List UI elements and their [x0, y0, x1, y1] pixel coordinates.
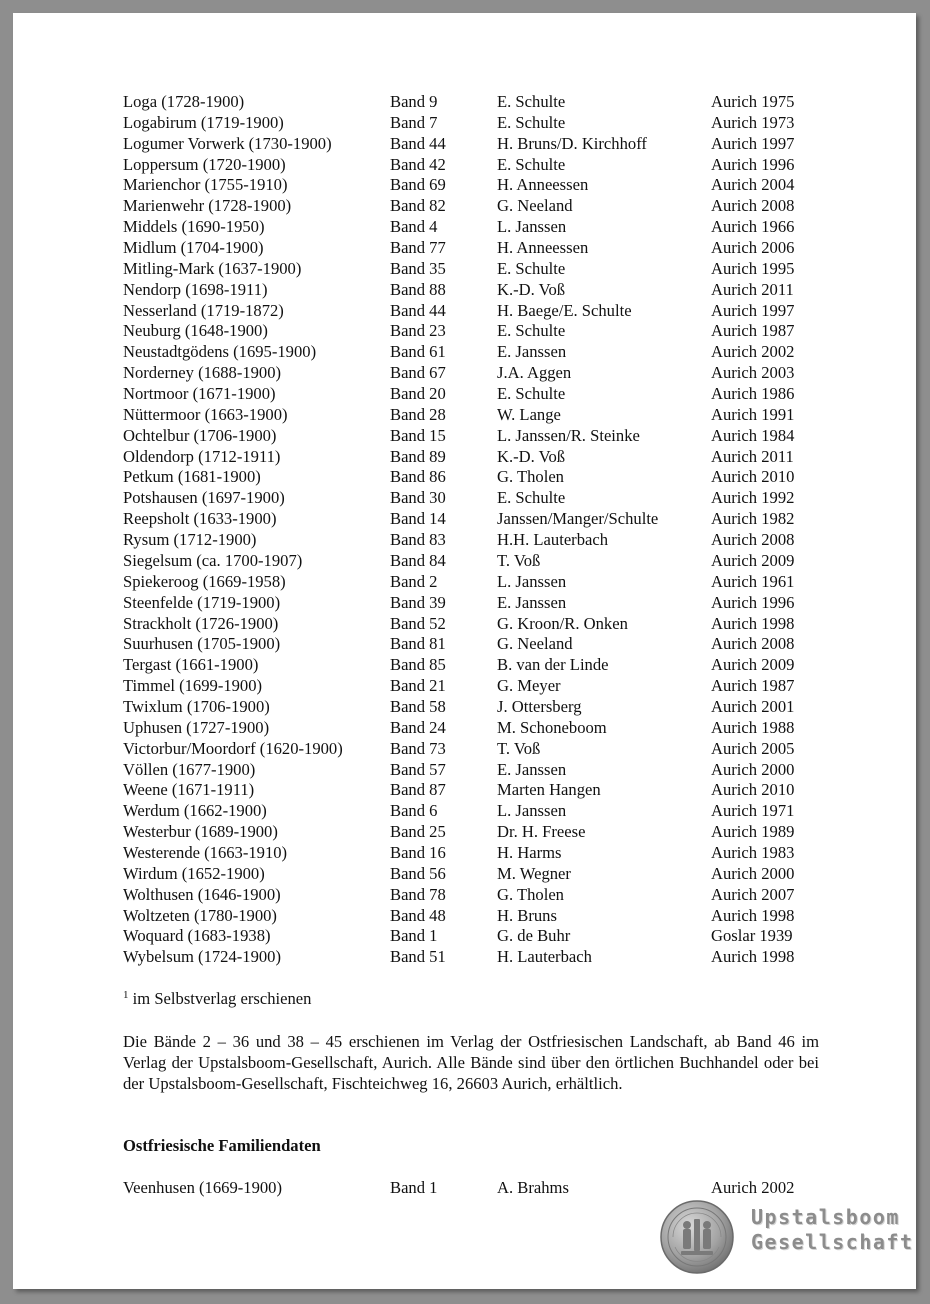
author-cell: K.-D. Voß [497, 446, 566, 466]
published-cell: Aurich 1992 [711, 488, 795, 508]
author-cell: E. Schulte [497, 384, 566, 404]
band-cell: Band 24 [390, 717, 446, 737]
band-cell: Band 89 [390, 446, 446, 466]
author-cell: Marten Hangen [497, 780, 601, 800]
author-cell: E. Janssen [497, 759, 567, 779]
author-cell: E. Janssen [497, 592, 567, 612]
author-cell: K.-D. Voß [497, 279, 566, 299]
published-cell: Aurich 1983 [711, 842, 795, 862]
band-cell: Band 35 [390, 258, 446, 278]
band-cell: Band 6 [390, 801, 438, 821]
author-cell: M. Wegner [497, 863, 571, 883]
author-cell: L. Janssen [497, 217, 567, 237]
author-cell: G. Kroon/R. Onken [497, 613, 628, 633]
published-cell: Aurich 2001 [711, 696, 795, 716]
band-cell: Band 61 [390, 342, 446, 362]
published-cell: Aurich 1998 [711, 613, 795, 633]
author-cell: G. Neeland [497, 634, 573, 654]
place-cell: Mitling-Mark (1637-1900) [123, 258, 302, 278]
author-cell: E. Janssen [497, 342, 567, 362]
place-cell: Strackholt (1726-1900) [123, 613, 279, 633]
band-cell: Band 21 [390, 676, 446, 696]
published-cell: Aurich 1987 [711, 676, 795, 696]
band-cell: Band 1 [390, 926, 438, 946]
band-cell: Band 48 [390, 905, 446, 925]
author-cell: H. Lauterbach [497, 947, 592, 967]
place-cell: Marienwehr (1728-1900) [123, 196, 292, 216]
footnote [123, 988, 311, 1009]
author-cell: H. Baege/E. Schulte [497, 300, 632, 320]
published-cell: Aurich 2002 [711, 1178, 795, 1197]
published-cell: Aurich 2010 [711, 780, 795, 800]
publisher-note: Die Bände 2 – 36 und 38 – 45 erschienen im Verlag der Ostfriesischen Landschaft, ab Band 46 im Verlag der Upstalsboom-Gesellschaft, Aurich. Alle Bände sind über den örtlichen Buchhandel oder bei der Upstalsboom-Gesellschaft, Fischteichweg 16, 26603 Aurich, erhältlich. [123, 1032, 819, 1093]
published-cell: Aurich 1973 [711, 112, 795, 132]
author-cell: E. Schulte [497, 154, 566, 174]
place-cell: Norderney (1688-1900) [123, 363, 282, 383]
band-cell: Band 16 [390, 842, 446, 862]
band-cell: Band 77 [390, 238, 446, 258]
published-cell: Aurich 2000 [711, 759, 795, 779]
author-cell: M. Schoneboom [497, 717, 607, 737]
band-cell: Band 25 [390, 822, 446, 842]
band-cell: Band 58 [390, 696, 446, 716]
band-cell: Band 87 [390, 780, 446, 800]
published-cell: Aurich 2002 [711, 342, 795, 362]
place-cell: Werdum (1662-1900) [123, 801, 267, 821]
band-cell: Band 28 [390, 404, 446, 424]
published-cell: Aurich 2009 [711, 655, 795, 675]
published-cell: Goslar 1939 [711, 926, 793, 946]
published-cell: Aurich 1991 [711, 404, 795, 424]
place-cell: Oldendorp (1712-1911) [123, 446, 281, 466]
band-cell: Band 15 [390, 425, 446, 445]
place-cell: Weene (1671-1911) [123, 780, 255, 800]
place-cell: Spiekeroog (1669-1958) [123, 571, 286, 591]
published-cell: Aurich 1997 [711, 133, 795, 153]
author-cell: H.H. Lauterbach [497, 530, 609, 550]
place-cell: Midlum (1704-1900) [123, 238, 264, 258]
band-cell: Band 30 [390, 488, 446, 508]
place-cell: Middels (1690-1950) [123, 217, 265, 237]
published-cell: Aurich 2006 [711, 238, 795, 258]
published-cell: Aurich 1987 [711, 321, 795, 341]
author-cell: E. Schulte [497, 321, 566, 341]
band-cell: Band 20 [390, 384, 446, 404]
place-cell: Suurhusen (1705-1900) [123, 634, 281, 654]
author-cell: G. Tholen [497, 467, 564, 487]
logo-text [751, 1205, 914, 1255]
place-cell: Westerbur (1689-1900) [123, 822, 278, 842]
published-cell: Aurich 1989 [711, 822, 795, 842]
place-cell: Uphusen (1727-1900) [123, 717, 270, 737]
place-cell: Reepsholt (1633-1900) [123, 509, 277, 529]
place-cell: Woltzeten (1780-1900) [123, 905, 277, 925]
published-cell: Aurich 2010 [711, 467, 795, 487]
author-cell: E. Schulte [497, 92, 566, 111]
author-cell: J. Ottersberg [497, 696, 582, 716]
published-cell: Aurich 1984 [711, 425, 795, 445]
footnote-marker: 1 [123, 989, 129, 1001]
published-cell: Aurich 2008 [711, 634, 795, 654]
band-cell: Band 84 [390, 550, 446, 570]
band-cell: Band 83 [390, 530, 446, 550]
band-cell: Band 82 [390, 196, 446, 216]
place-cell: Nortmoor (1671-1900) [123, 384, 276, 404]
band-cell: Band 4 [390, 217, 438, 237]
place-cell: Wolthusen (1646-1900) [123, 884, 281, 904]
author-cell: L. Janssen/R. Steinke [497, 425, 640, 445]
author-cell: G. de Buhr [497, 926, 571, 946]
band-cell: Band 73 [390, 738, 446, 758]
logo-line-1: Upstalsboom [751, 1205, 900, 1229]
published-cell: Aurich 1982 [711, 509, 795, 529]
published-cell: Aurich 2011 [711, 279, 794, 299]
published-cell: Aurich 2007 [711, 884, 795, 904]
band-cell: Band 78 [390, 884, 446, 904]
logo-line-2: Gesellschaft [751, 1230, 914, 1254]
place-cell: Woquard (1683-1938) [123, 926, 271, 946]
author-cell: H. Anneessen [497, 238, 589, 258]
band-cell: Band 7 [390, 112, 438, 132]
place-cell: Nüttermoor (1663-1900) [123, 404, 288, 424]
author-cell: E. Schulte [497, 488, 566, 508]
author-cell: W. Lange [497, 404, 561, 424]
author-cell: H. Bruns [497, 905, 557, 925]
published-cell: Aurich 1998 [711, 905, 795, 925]
band-cell: Band 9 [390, 92, 438, 111]
place-cell: Ochtelbur (1706-1900) [123, 425, 277, 445]
published-cell: Aurich 2008 [711, 196, 795, 216]
band-cell: Band 81 [390, 634, 446, 654]
place-cell: Nendorp (1698-1911) [123, 279, 268, 299]
author-cell: E. Schulte [497, 258, 566, 278]
place-cell: Potshausen (1697-1900) [123, 488, 285, 508]
place-cell: Loga (1728-1900) [123, 92, 245, 111]
author-cell: T. Voß [497, 738, 541, 758]
author-cell: G. Meyer [497, 676, 561, 696]
band-cell: Band 44 [390, 300, 446, 320]
published-cell: Aurich 1971 [711, 801, 795, 821]
seal-icon [659, 1199, 735, 1275]
footnote-text: im Selbstverlag erschienen [128, 989, 312, 1008]
author-cell: Janssen/Manger/Schulte [497, 509, 659, 529]
band-cell: Band 42 [390, 154, 446, 174]
band-cell: Band 14 [390, 509, 446, 529]
place-cell: Wirdum (1652-1900) [123, 863, 265, 883]
published-cell: Aurich 2009 [711, 550, 795, 570]
place-cell: Timmel (1699-1900) [123, 676, 263, 696]
published-cell: Aurich 1997 [711, 300, 795, 320]
published-cell: Aurich 2005 [711, 738, 795, 758]
place-cell: Logabirum (1719-1900) [123, 112, 284, 132]
published-cell: Aurich 1998 [711, 947, 795, 967]
upstalsboom-logo [659, 1199, 914, 1275]
published-cell: Aurich 1995 [711, 258, 795, 278]
published-cell: Aurich 2000 [711, 863, 795, 883]
band-cell: Band 39 [390, 592, 446, 612]
published-cell: Aurich 2003 [711, 363, 795, 383]
place-cell: Siegelsum (ca. 1700-1907) [123, 550, 303, 570]
published-cell: Aurich 1988 [711, 717, 795, 737]
document-page [13, 13, 916, 1289]
band-cell: Band 23 [390, 321, 446, 341]
place-cell: Twixlum (1706-1900) [123, 696, 270, 716]
place-cell: Tergast (1661-1900) [123, 655, 259, 675]
author-cell: H. Bruns/D. Kirchhoff [497, 133, 647, 153]
author-cell: J.A. Aggen [497, 363, 572, 383]
author-cell: G. Neeland [497, 196, 573, 216]
author-cell: L. Janssen [497, 801, 567, 821]
place-cell: Wybelsum (1724-1900) [123, 947, 281, 967]
published-cell: Aurich 1961 [711, 571, 795, 591]
published-cell: Aurich 1975 [711, 92, 795, 111]
author-cell: H. Harms [497, 842, 562, 862]
band-cell: Band 69 [390, 175, 446, 195]
band-cell: Band 1 [390, 1178, 438, 1197]
place-cell: Steenfelde (1719-1900) [123, 592, 281, 612]
author-cell: A. Brahms [497, 1178, 569, 1197]
published-cell: Aurich 1986 [711, 384, 795, 404]
published-cell: Aurich 1996 [711, 592, 795, 612]
section-heading: Ostfriesische Familiendaten [123, 1136, 321, 1155]
author-cell: T. Voß [497, 550, 541, 570]
band-cell: Band 86 [390, 467, 446, 487]
band-cell: Band 52 [390, 613, 446, 633]
band-cell: Band 56 [390, 863, 446, 883]
place-cell: Westerende (1663-1910) [123, 842, 288, 862]
band-cell: Band 2 [390, 571, 438, 591]
place-cell: Loppersum (1720-1900) [123, 154, 286, 174]
band-cell: Band 44 [390, 133, 446, 153]
author-cell: Dr. H. Freese [497, 822, 586, 842]
place-cell: Victorbur/Moordorf (1620-1900) [123, 738, 343, 758]
published-cell: Aurich 1966 [711, 217, 795, 237]
place-cell: Rysum (1712-1900) [123, 530, 257, 550]
place-cell: Neuburg (1648-1900) [123, 321, 268, 341]
band-cell: Band 57 [390, 759, 446, 779]
published-cell: Aurich 2004 [711, 175, 795, 195]
author-cell: E. Schulte [497, 112, 566, 132]
place-cell: Petkum (1681-1900) [123, 467, 261, 487]
place-cell: Völlen (1677-1900) [123, 759, 256, 779]
author-cell: L. Janssen [497, 571, 567, 591]
band-cell: Band 51 [390, 947, 446, 967]
author-cell: G. Tholen [497, 884, 564, 904]
place-cell: Nesserland (1719-1872) [123, 300, 284, 320]
author-cell: B. van der Linde [497, 655, 609, 675]
published-cell: Aurich 2011 [711, 446, 794, 466]
place-cell: Neustadtgödens (1695-1900) [123, 342, 317, 362]
place-cell: Veenhusen (1669-1900) [123, 1178, 282, 1197]
band-cell: Band 88 [390, 279, 446, 299]
place-cell: Logumer Vorwerk (1730-1900) [123, 133, 332, 153]
band-cell: Band 85 [390, 655, 446, 675]
published-cell: Aurich 1996 [711, 154, 795, 174]
band-cell: Band 67 [390, 363, 446, 383]
author-cell: H. Anneessen [497, 175, 589, 195]
published-cell: Aurich 2008 [711, 530, 795, 550]
place-cell: Marienchor (1755-1910) [123, 175, 288, 195]
